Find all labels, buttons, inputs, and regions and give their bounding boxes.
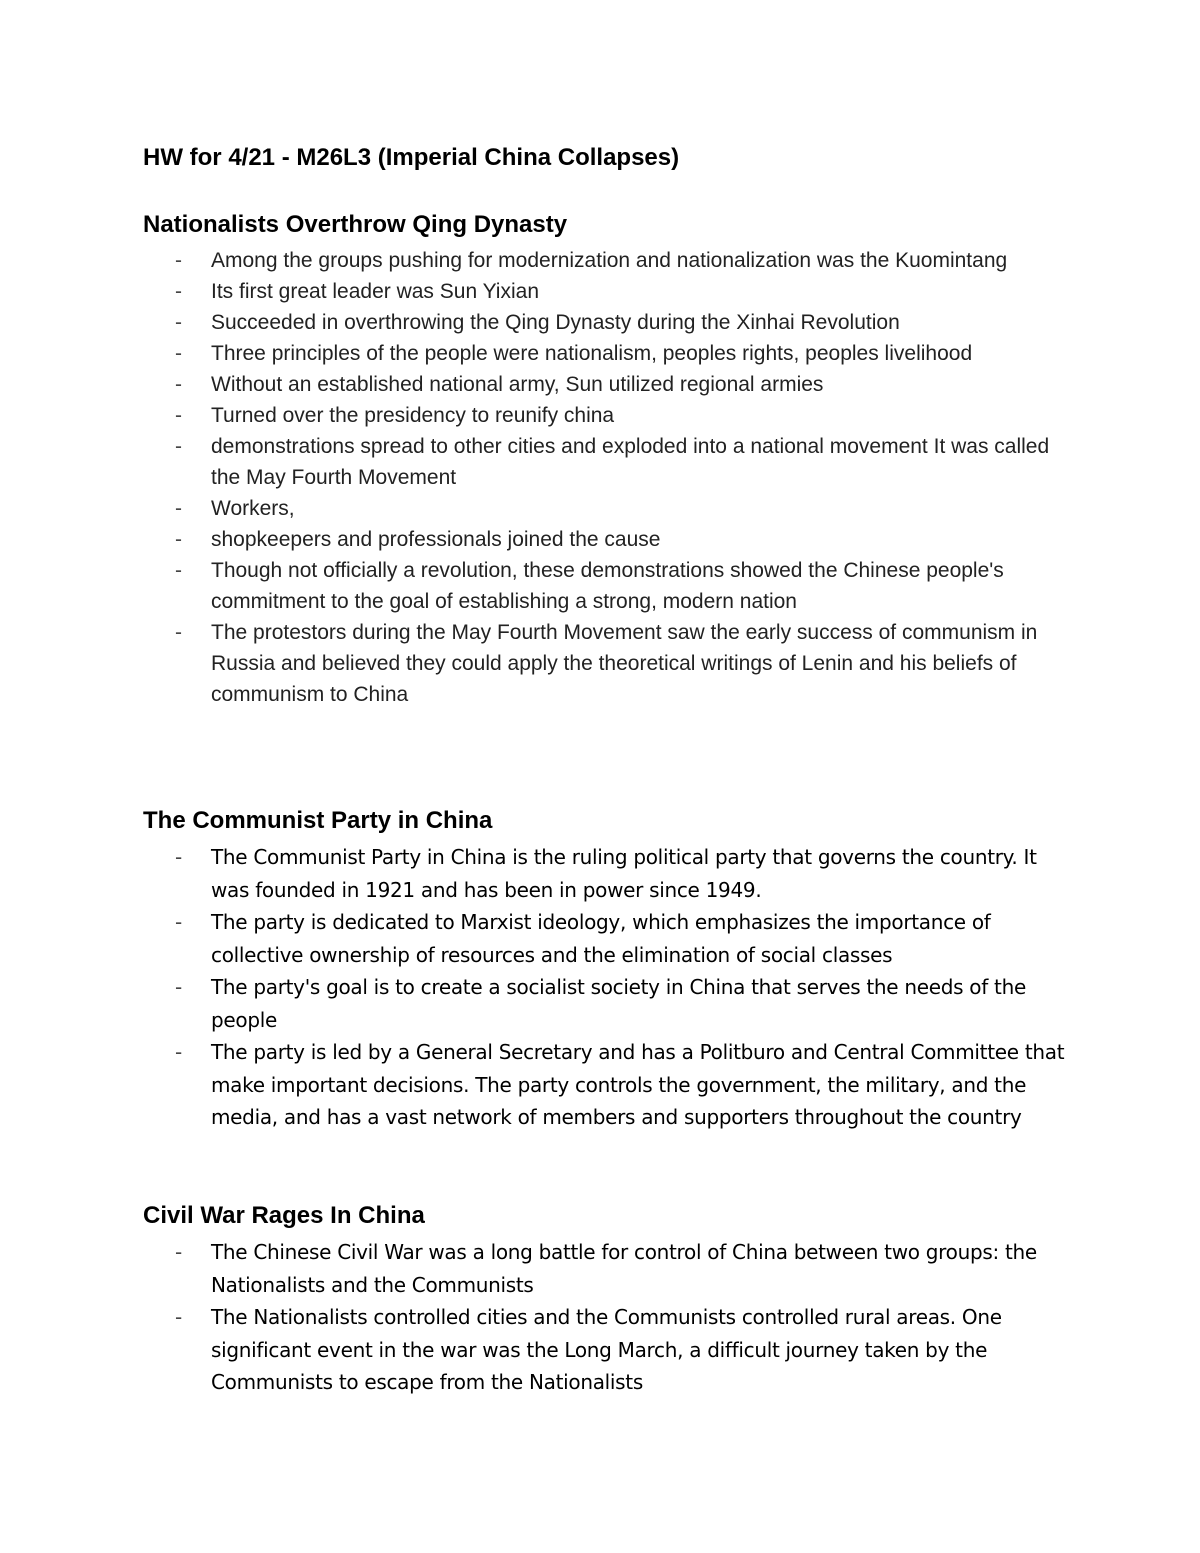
bullet-text: The party is led by a General Secretary and has a Politburo and Central Committee that make important decisions. The party controls the government, the military, and the media, and has a vast network of members and supporters throughout the country	[211, 1040, 1065, 1129]
bullet-item	[143, 555, 1073, 617]
document-title: HW for 4/21 - M26L3 (Imperial China Collapses)	[143, 144, 680, 171]
bullet-text: The Communist Party in China is the ruling political party that governs the country. It was founded in 1921 and has been in power since 1949.	[211, 845, 1037, 902]
bullet-text: demonstrations spread to other cities and exploded into a national movement It was called the May Fourth Movement	[211, 435, 1050, 489]
bullet-item	[143, 245, 1073, 276]
section-civil-war	[143, 1196, 1073, 1399]
bullet-text: Its first great leader was Sun Yixian	[211, 280, 539, 303]
bullet-item	[143, 369, 1073, 400]
dash-bullet-icon: -	[175, 845, 182, 869]
bullet-item	[143, 493, 1073, 524]
bullet-item	[143, 841, 1073, 906]
dash-bullet-icon: -	[175, 404, 182, 427]
dash-bullet-icon: -	[175, 528, 182, 551]
dash-bullet-icon: -	[175, 975, 182, 999]
bullet-item	[143, 431, 1073, 493]
dash-bullet-icon: -	[175, 311, 182, 334]
dash-bullet-icon: -	[175, 280, 182, 303]
dash-bullet-icon: -	[175, 497, 182, 520]
bullet-text: shopkeepers and professionals joined the cause	[211, 528, 661, 551]
bullet-item	[143, 1036, 1073, 1134]
bullet-item	[143, 906, 1073, 971]
section-nationalists	[143, 205, 1073, 710]
section-heading: Nationalists Overthrow Qing Dynasty	[143, 211, 568, 238]
section-communist-party	[143, 801, 1073, 1134]
bullet-text: Succeeded in overthrowing the Qing Dynasty during the Xinhai Revolution	[211, 311, 900, 334]
bullet-text: The party's goal is to create a socialist society in China that serves the needs of the people	[211, 975, 1026, 1032]
bullet-text: The Nationalists controlled cities and the Communists controlled rural areas. One significant event in the war was the Long March, a difficult journey taken by the Communists to escape from the Nationalists	[211, 1305, 1002, 1394]
bullet-text: Turned over the presidency to reunify china	[211, 404, 615, 427]
dash-bullet-icon: -	[175, 373, 182, 396]
bullet-text: Though not officially a revolution, these demonstrations showed the Chinese people's commitment to the goal of establishing a strong, modern nation	[211, 559, 1004, 613]
bullet-text: The party is dedicated to Marxist ideology, which emphasizes the importance of collective ownership of resources and the elimination of social classes	[211, 910, 991, 967]
dash-bullet-icon: -	[175, 1040, 182, 1064]
bullet-item	[143, 400, 1073, 431]
dash-bullet-icon: -	[175, 1305, 182, 1329]
bullet-text: Workers,	[211, 497, 295, 520]
bullet-item	[143, 338, 1073, 369]
dash-bullet-icon: -	[175, 342, 182, 365]
bullet-item	[143, 307, 1073, 338]
dash-bullet-icon: -	[175, 559, 182, 582]
dash-bullet-icon: -	[175, 249, 182, 272]
bullet-list	[143, 1236, 1073, 1399]
bullet-text: Without an established national army, Sun utilized regional armies	[211, 373, 824, 396]
bullet-item	[143, 276, 1073, 307]
section-heading: The Communist Party in China	[143, 807, 493, 834]
bullet-text: The Chinese Civil War was a long battle for control of China between two groups: the Nationalists and the Communists	[211, 1240, 1037, 1297]
dash-bullet-icon: -	[175, 435, 182, 458]
bullet-item	[143, 524, 1073, 555]
bullet-item	[143, 971, 1073, 1036]
bullet-text: The protestors during the May Fourth Movement saw the early success of communism in Russia and believed they could apply the theoretical writings of Lenin and his beliefs of communism to China	[211, 621, 1038, 706]
bullet-item	[143, 617, 1073, 710]
bullet-item	[143, 1301, 1073, 1399]
bullet-text: Three principles of the people were nationalism, peoples rights, peoples livelihood	[211, 342, 973, 365]
dash-bullet-icon: -	[175, 910, 182, 934]
section-heading: Civil War Rages In China	[143, 1202, 425, 1229]
dash-bullet-icon: -	[175, 1240, 182, 1264]
bullet-text: Among the groups pushing for modernization and nationalization was the Kuomintang	[211, 249, 1008, 272]
bullet-list	[143, 245, 1073, 710]
bullet-list	[143, 841, 1073, 1134]
dash-bullet-icon: -	[175, 621, 182, 644]
bullet-item	[143, 1236, 1073, 1301]
